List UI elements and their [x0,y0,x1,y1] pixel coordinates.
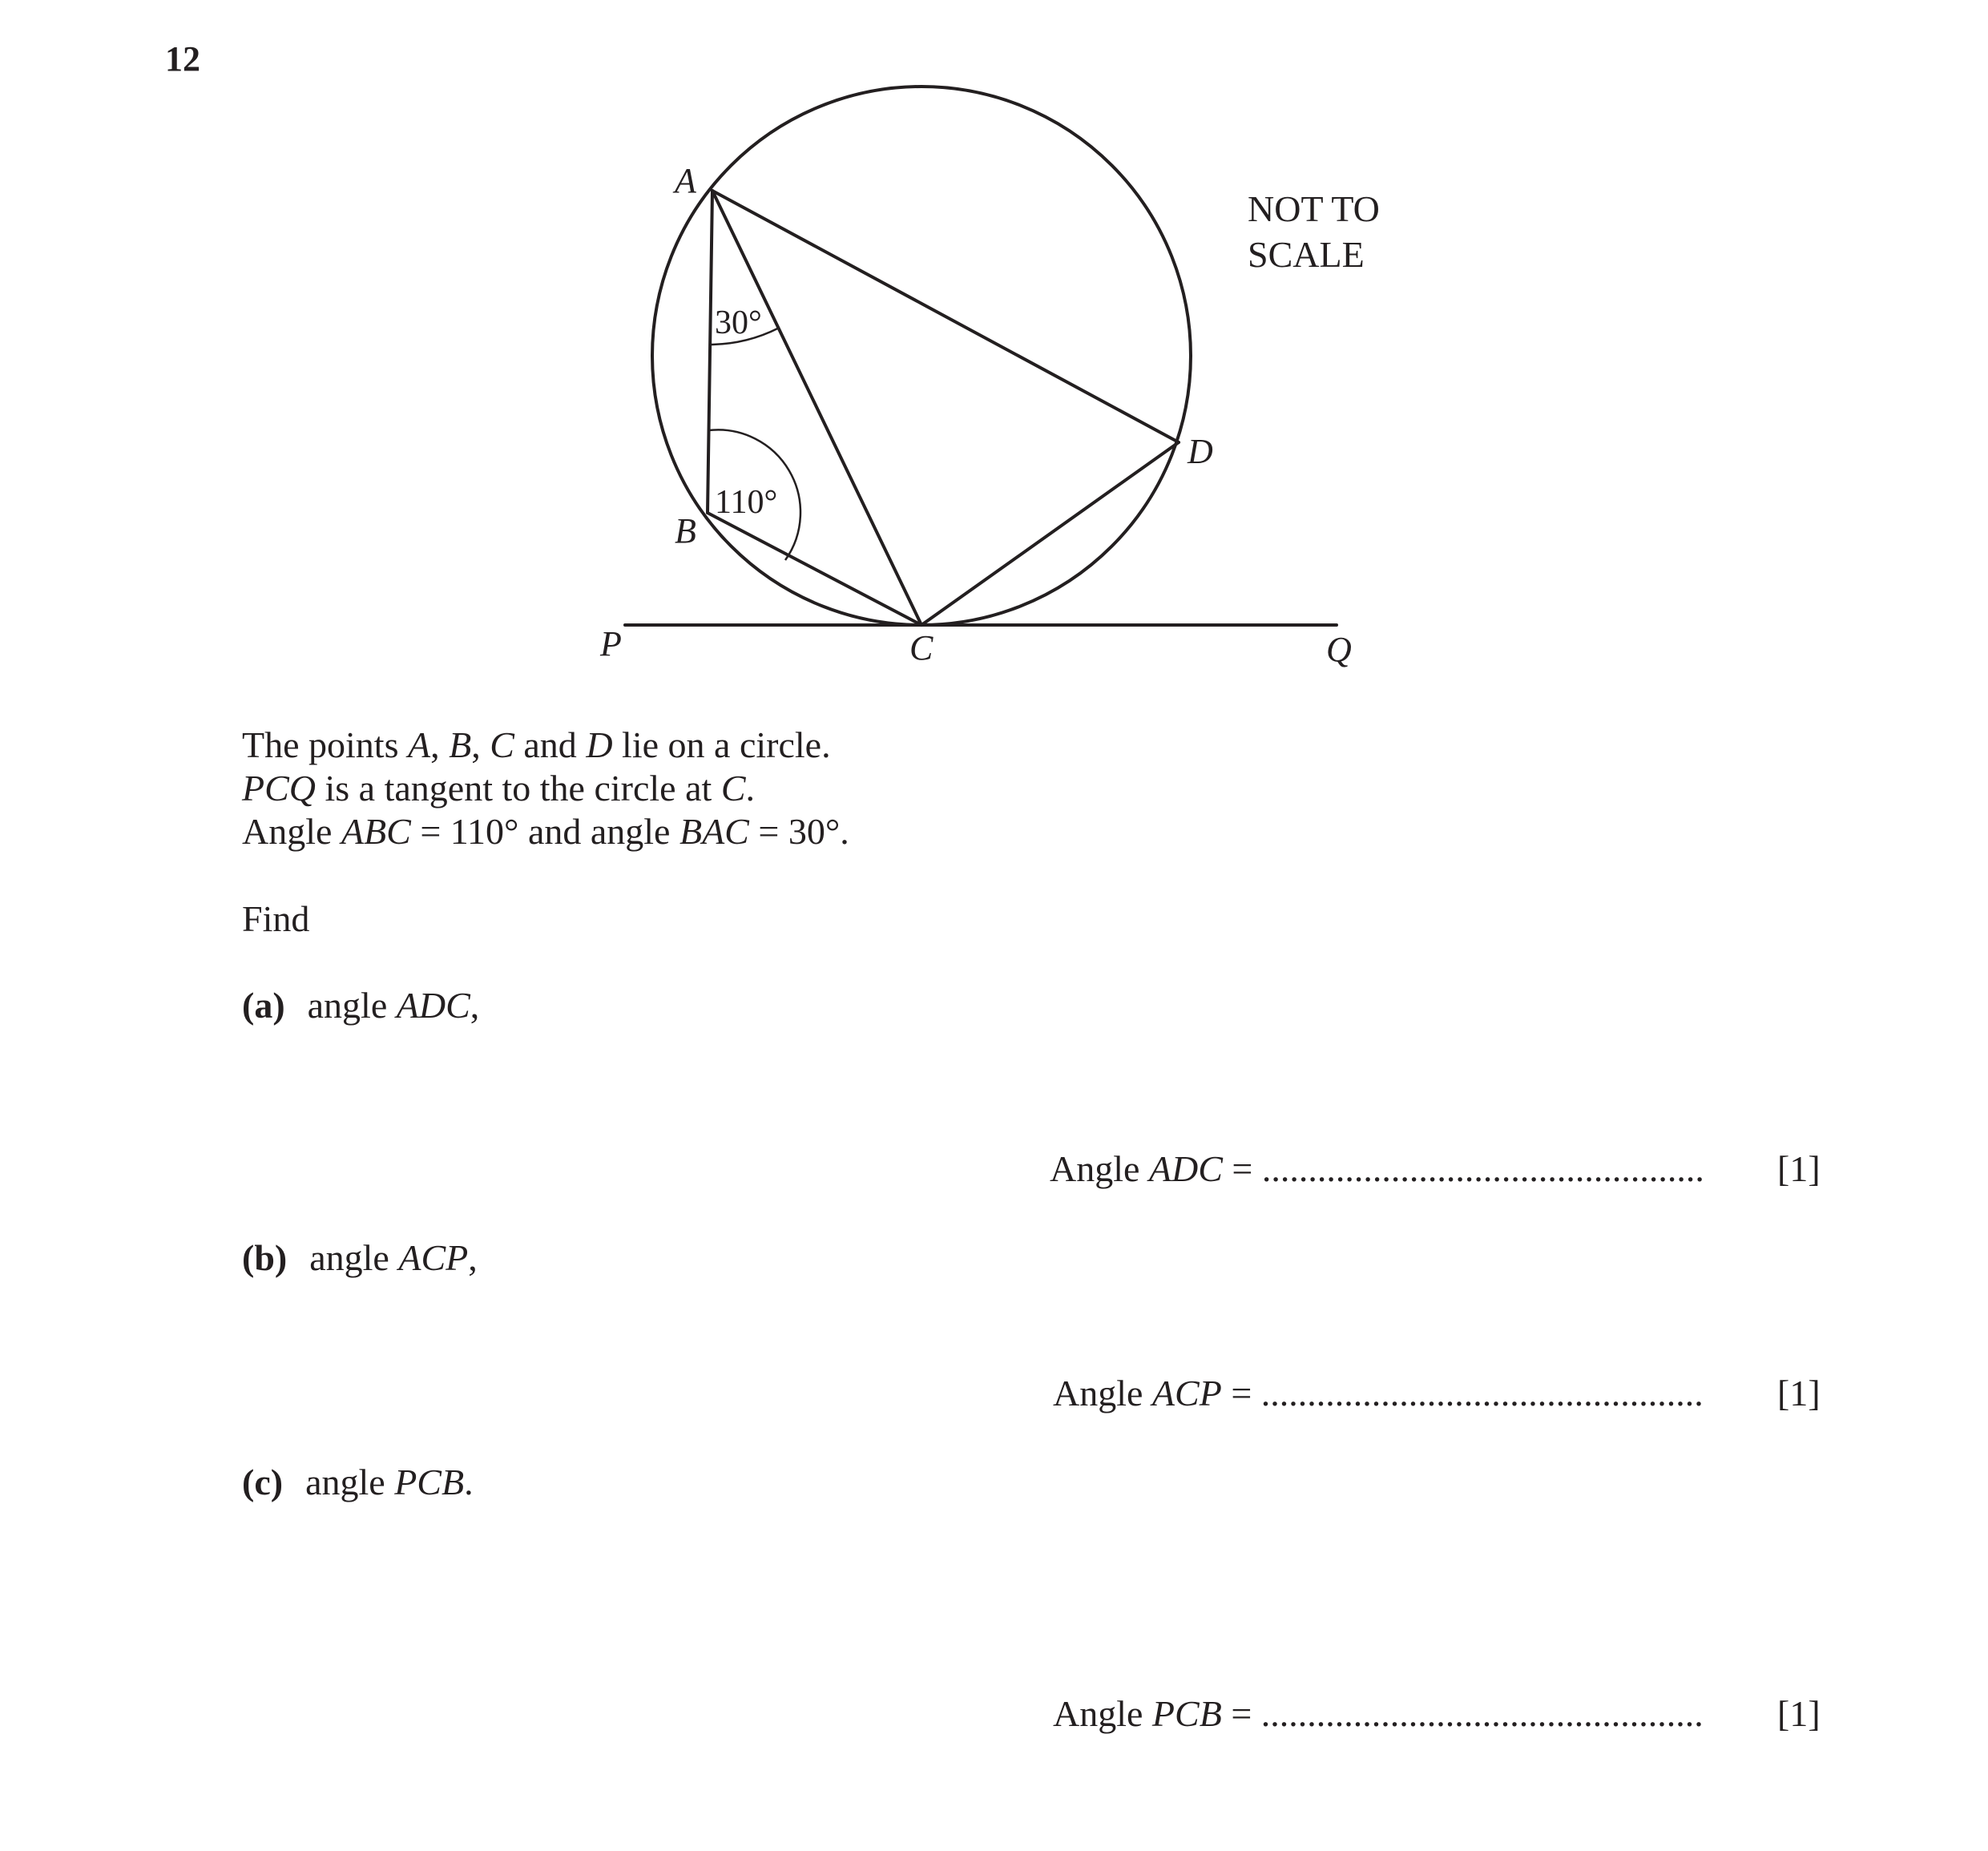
part-a-answer-line[interactable]: Angle ADC = ................................................ [1050,1148,1704,1189]
statement-line-3: Angle ABC = 110° and angle BAC = 30°. [242,811,849,852]
part-b-answer-line[interactable]: Angle ACP = ................................................ [1053,1373,1704,1413]
point-label-p: P [600,624,622,663]
part-a-question: (a) angle ADC, [242,985,480,1026]
part-b-marks: [1] [1777,1373,1821,1413]
chord-ad [712,191,1179,442]
find-label: Find [242,898,310,939]
point-label-c: C [909,628,934,667]
circle [652,87,1191,625]
not-to-scale-line1: NOT TO [1248,188,1380,229]
part-b-question: (b) angle ACP, [242,1237,478,1278]
not-to-scale-line2: SCALE [1248,234,1365,275]
circle-diagram [0,0,1988,721]
angle-label-bac: 30° [715,304,762,341]
part-c-question: (c) angle PCB. [242,1462,474,1502]
chord-dc [921,442,1179,625]
chord-ab [708,191,712,513]
statement-line-1: The points A, B, C and D lie on a circle. [242,724,831,765]
angle-label-abc: 110° [715,484,778,521]
point-label-d: D [1188,432,1213,471]
statement-line-2: PCQ is a tangent to the circle at C. [242,768,755,809]
point-label-q: Q [1326,630,1352,669]
point-label-b: B [675,511,696,550]
part-a-marks: [1] [1777,1148,1821,1189]
part-c-answer-line[interactable]: Angle PCB = ................................................ [1053,1693,1704,1734]
chord-bc [708,513,921,625]
part-c-marks: [1] [1777,1693,1821,1734]
question-number: 12 [165,39,200,79]
point-label-a: A [675,161,696,200]
